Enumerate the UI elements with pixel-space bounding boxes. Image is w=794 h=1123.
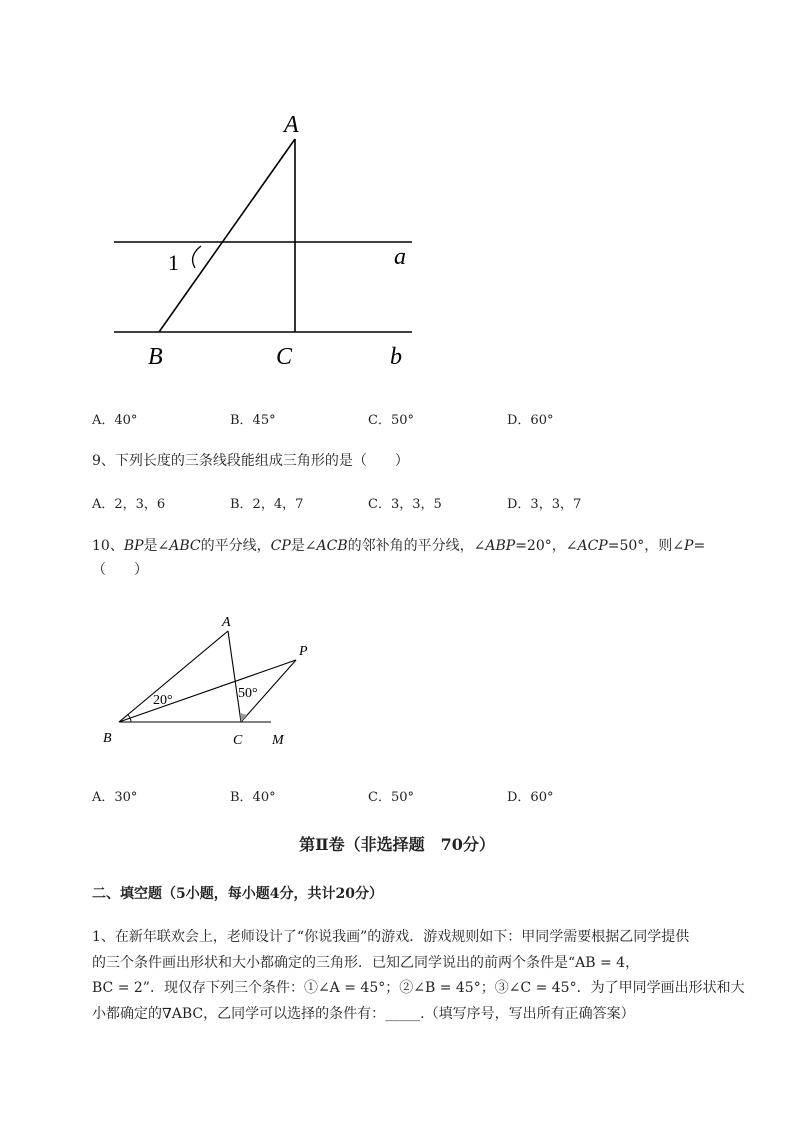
q10-text-1: 是 xyxy=(143,538,158,554)
q10-option-b: B．40° xyxy=(230,790,276,805)
fill-1-line-2: 的三个条件画出形状和大小都确定的三角形．已知乙同学说出的前两个条件是“AB = 4， xyxy=(92,955,640,971)
angle-1-arc xyxy=(193,246,201,268)
label-b: b xyxy=(390,344,402,370)
label-a: a xyxy=(394,244,406,270)
angle-c-mark xyxy=(240,713,247,722)
figure-triangle-bisectors xyxy=(95,605,335,755)
q10-option-d: D．60° xyxy=(507,790,554,805)
q10-answer-bracket: （ ） xyxy=(92,562,148,578)
label-1: 1 xyxy=(168,250,179,275)
fig2-angle-50: 50° xyxy=(238,686,258,701)
fill-1-line-1: 1、在新年联欢会上，老师设计了“你说我画”的游戏．游戏规则如下：甲同学需要根据乙同学提供 xyxy=(92,929,690,945)
q10-cp: CP xyxy=(270,538,291,554)
q10-text-3: 是 xyxy=(290,538,305,554)
label-B: B xyxy=(148,344,163,370)
q8-option-a: A．40° xyxy=(92,413,138,428)
fig2-label-C: C xyxy=(233,733,243,748)
q10-text-7: = xyxy=(693,538,706,554)
part-2-title: 第Ⅱ卷（非选择题 70分） xyxy=(299,835,495,854)
q10-num: 10、 xyxy=(92,538,124,554)
q8-options xyxy=(0,409,794,429)
q10-option-a: A．30° xyxy=(92,790,138,805)
q10-text-5: =20°， xyxy=(515,538,566,554)
q10-acb: ∠ACB xyxy=(304,538,348,554)
fig2-label-M: M xyxy=(272,733,284,748)
q8-option-b: B．45° xyxy=(230,413,276,428)
segment-bp xyxy=(119,660,296,722)
segment-ab xyxy=(159,139,295,332)
q10-acp: ∠ACP xyxy=(565,538,608,554)
label-C: C xyxy=(276,344,293,370)
label-A: A xyxy=(284,112,299,138)
fill-1-line-3: BC = 2”．现仅存下列三个条件：①∠A = 45°；②∠B = 45°；③∠C = 45°．为了甲同学画出形状和大 xyxy=(92,980,745,996)
q10-abc: ∠ABC xyxy=(157,538,201,554)
q10-text-6: =50°，则 xyxy=(607,538,673,554)
q8-option-c: C．50° xyxy=(368,413,414,428)
fig2-label-A: A xyxy=(222,615,231,630)
q10-p: ∠P xyxy=(672,538,694,554)
q9-options xyxy=(0,493,794,513)
fill-1-line-4: 小都确定的∇ABC，乙同学可以选择的条件有：_____.（填写序号，写出所有正确答案） xyxy=(92,1006,635,1022)
q10-options xyxy=(0,786,794,806)
q10-bp: BP xyxy=(123,538,144,554)
q10-text-2: 的平分线， xyxy=(200,538,271,554)
q9-option-d: D．3，3，7 xyxy=(507,497,582,512)
fig2-label-P: P xyxy=(299,644,308,659)
q10-option-c: C．50° xyxy=(368,790,414,805)
q10-abp: ∠ABP xyxy=(473,538,516,554)
segment-ac xyxy=(228,631,241,722)
q8-option-d: D．60° xyxy=(507,413,554,428)
question-10 xyxy=(92,535,705,555)
section-2-heading: 二、填空题（5小题，每小题4分，共计20分） xyxy=(92,886,383,902)
question-9: 9、下列长度的三条线段能组成三角形的是（ ） xyxy=(92,453,409,469)
fig2-label-B: B xyxy=(103,731,112,746)
q9-option-a: A．2，3，6 xyxy=(92,497,166,512)
q10-text-4: 的邻补角的平分线， xyxy=(347,538,474,554)
figure-parallel-lines xyxy=(100,108,430,378)
q9-option-b: B．2，4，7 xyxy=(230,497,304,512)
segment-ba xyxy=(119,631,228,722)
fig2-angle-20: 20° xyxy=(153,693,173,708)
q9-option-c: C．3，3，5 xyxy=(368,497,442,512)
